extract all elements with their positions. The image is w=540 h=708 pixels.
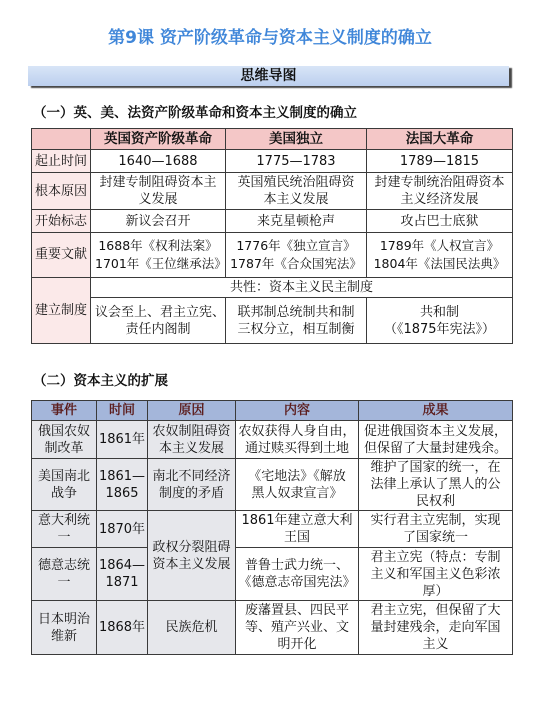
result-line: 厚） xyxy=(422,583,449,599)
result-line: 了国家统一 xyxy=(402,530,468,545)
column-header-result: 成果 xyxy=(359,401,513,421)
table-row-start xyxy=(32,210,513,233)
row-label-cause: 根本原因 xyxy=(32,173,91,210)
cell-line: 封建专制阻碍资本主 xyxy=(99,175,217,190)
revolutions-table xyxy=(31,128,513,344)
row-label-documents: 重要文献 xyxy=(32,233,91,278)
content-line: 《宅地法》《解放 xyxy=(248,468,346,484)
table-header-row xyxy=(32,129,513,150)
content-line: 王国 xyxy=(283,530,310,545)
result-line: 实行君主立宪制，实现 xyxy=(370,513,501,528)
time-cell: 1861年 xyxy=(97,421,148,459)
row-label-start: 开始标志 xyxy=(32,210,91,233)
result-cell xyxy=(359,601,513,655)
table-row-cause xyxy=(32,173,513,210)
column-header-time: 时间 xyxy=(97,401,148,421)
england-cause-cell xyxy=(91,173,226,210)
result-cell xyxy=(359,548,513,601)
time-cell: 1870年 xyxy=(97,511,148,548)
result-line: 君主立宪（特点：专制 xyxy=(370,549,501,565)
usa-system-cell xyxy=(226,298,367,344)
france-cause-cell xyxy=(367,173,513,210)
event-cell: 日本明治维新 xyxy=(32,601,97,655)
table-row-usa-civil-war xyxy=(32,459,513,511)
table-header-row xyxy=(32,401,513,421)
cell-line: 主义经济发展 xyxy=(400,192,479,207)
table-row-system-values xyxy=(32,298,513,344)
result-line: 主义 xyxy=(422,637,449,652)
table-row-russia xyxy=(32,421,513,459)
column-header-cause: 原因 xyxy=(148,401,236,421)
cell-line: 议会至上、君主立宪、 xyxy=(95,304,226,320)
result-cell xyxy=(359,459,513,511)
result-line: 维护了国家的统一，在 xyxy=(370,460,501,475)
cell-line: 三权分立，相互制衡 xyxy=(237,321,355,337)
content-cell xyxy=(236,459,359,511)
event-cell: 俄国农奴制改革 xyxy=(32,421,97,459)
cell-line: 1688年《权利法案》 xyxy=(98,238,218,253)
content-line: 通过赎买得到土地 xyxy=(244,440,349,456)
table-row-italy xyxy=(32,511,513,548)
cell-line: 本主义发展 xyxy=(263,192,329,207)
usa-period-cell: 1775—1783 xyxy=(226,150,367,173)
england-period-cell: 1640—1688 xyxy=(91,150,226,173)
event-cell: 美国南北战争 xyxy=(32,459,97,511)
section1-heading: （一）英、美、法资产阶级革命和资本主义制度的确立 xyxy=(33,105,357,121)
column-header-event: 事件 xyxy=(32,401,97,421)
content-line: 1861年建立意大利 xyxy=(241,513,353,528)
cause-cell: 政权分裂阻碍资本主义发展 xyxy=(148,511,236,601)
content-line: 废藩置县、四民平 xyxy=(244,603,349,618)
cell-line: （《1875年宪法》） xyxy=(383,321,496,337)
result-cell xyxy=(359,511,513,548)
result-line: 量封建残余，走向军国 xyxy=(370,620,501,635)
row-label-system: 建立制度 xyxy=(32,278,91,344)
france-period-cell: 1789—1815 xyxy=(367,150,513,173)
france-start-cell: 攻占巴士底狱 xyxy=(367,210,513,233)
result-line: 主义和军国主义色彩浓 xyxy=(370,566,501,582)
capitalism-expansion-table xyxy=(31,400,513,655)
event-cell: 意大利统一 xyxy=(32,511,97,548)
system-common-cell: 共性：资本主义民主制度 xyxy=(91,278,513,298)
header-corner-cell xyxy=(32,129,91,150)
result-cell xyxy=(359,421,513,459)
section2-heading: （二）资本主义的扩展 xyxy=(33,373,168,389)
result-line: 民权利 xyxy=(415,494,455,509)
content-line: 等、殖产兴业、文 xyxy=(244,620,349,635)
content-line: 黑人奴隶宣言》 xyxy=(251,485,343,501)
cell-line: 1804年《法国民法典》 xyxy=(373,256,506,271)
mind-map-banner: 思维导图 xyxy=(28,66,509,86)
cause-cell: 南北不同经济制度的矛盾 xyxy=(148,459,236,511)
usa-start-cell: 来克星顿枪声 xyxy=(226,210,367,233)
result-line: 促进俄国资本主义发展， xyxy=(363,423,507,439)
cell-line: 义发展 xyxy=(138,192,178,207)
result-line: 但保留了大量封建残余。 xyxy=(363,440,507,456)
result-line: 法律上承认了黑人的公 xyxy=(370,477,501,492)
content-line: 农奴获得人身自由， xyxy=(238,423,356,439)
cell-line: 英国殖民统治阻碍资 xyxy=(237,175,355,190)
cell-line: 封建专制统治阻碍资本 xyxy=(374,175,505,190)
content-cell xyxy=(236,548,359,601)
france-documents-cell xyxy=(367,233,513,278)
column-header-england: 英国资产阶级革命 xyxy=(91,129,226,150)
cell-line: 1701年《王位继承法》 xyxy=(95,256,227,271)
column-header-usa: 美国独立 xyxy=(226,129,367,150)
england-documents-cell xyxy=(91,233,226,278)
content-line: 明开化 xyxy=(277,637,317,652)
column-header-france: 法国大革命 xyxy=(367,129,513,150)
event-cell: 德意志统一 xyxy=(32,548,97,601)
france-system-cell xyxy=(367,298,513,344)
content-line: 《德意志帝国宪法》 xyxy=(238,575,356,590)
table-row-period xyxy=(32,150,513,173)
time-cell: 1861—1865 xyxy=(97,459,148,511)
usa-documents-cell xyxy=(226,233,367,278)
content-cell xyxy=(236,421,359,459)
content-line: 普鲁士武力统一、 xyxy=(244,558,349,573)
table-row-documents xyxy=(32,233,513,278)
time-cell: 1864—1871 xyxy=(97,548,148,601)
cause-cell: 农奴制阻碍资本主义发展 xyxy=(148,421,236,459)
column-header-content: 内容 xyxy=(236,401,359,421)
table-row-japan xyxy=(32,601,513,655)
content-cell xyxy=(236,601,359,655)
cell-line: 责任内阁制 xyxy=(125,321,191,337)
table-row-germany xyxy=(32,548,513,601)
content-cell xyxy=(236,511,359,548)
cause-cell: 民族危机 xyxy=(148,601,236,655)
england-start-cell: 新议会召开 xyxy=(91,210,226,233)
table-row-system-common xyxy=(32,278,513,298)
usa-cause-cell xyxy=(226,173,367,210)
cell-line: 1776年《独立宣言》 xyxy=(236,238,356,253)
cell-line: 共和制 xyxy=(419,304,459,320)
cell-line: 1787年《合众国宪法》 xyxy=(230,256,362,271)
page-title: 第9课 资产阶级革命与资本主义制度的确立 xyxy=(108,28,432,48)
row-label-period: 起止时间 xyxy=(32,150,91,173)
england-system-cell xyxy=(91,298,226,344)
cell-line: 1789年《人权宣言》 xyxy=(379,238,500,253)
cell-line: 联邦制总统制共和制 xyxy=(237,304,355,320)
result-line: 君主立宪，但保留了大 xyxy=(370,603,501,618)
time-cell: 1868年 xyxy=(97,601,148,655)
